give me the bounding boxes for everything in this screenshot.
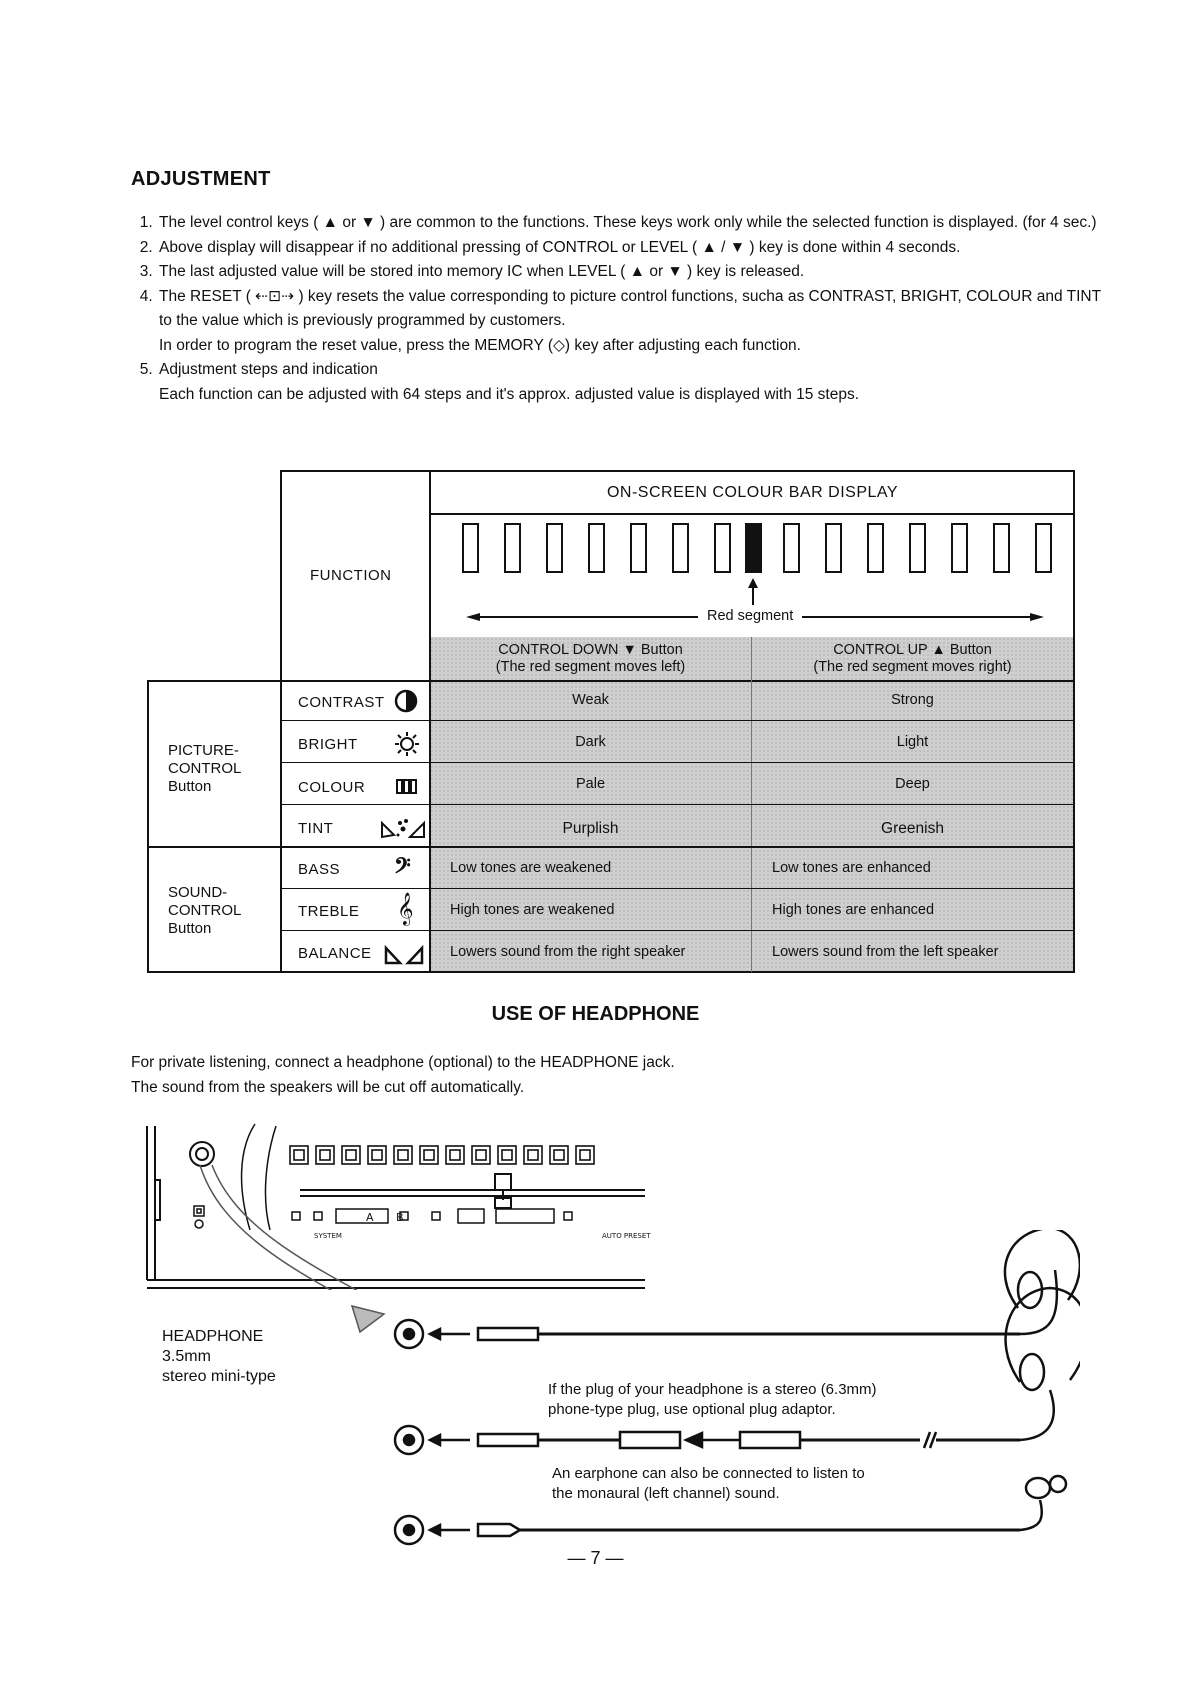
bar-segment [909,523,926,573]
bass-up-value: Low tones are enhanced [772,860,931,876]
adaptor-note-line1: If the plug of your headphone is a stereo (6.3mm) [548,1381,877,1398]
sun-icon [394,730,420,758]
table-border [147,971,1075,973]
contrast-down-value: Weak [572,692,609,708]
adjustment-list [131,211,1102,407]
contrast-icon [394,688,418,714]
function-treble: TREBLE [298,903,360,920]
table-row-line [280,720,1075,721]
sound-control-group: SOUND- CONTROL Button [168,884,242,937]
table-border [1073,470,1075,973]
earphone-note-line1: An earphone can also be connected to listen to [552,1465,865,1482]
colour-up-value: Deep [895,776,930,792]
jack-label-type: stereo mini-type [162,1368,276,1385]
table-border [280,470,1075,472]
tint-down-value: Purplish [562,820,619,837]
picture-control-group: PICTURE- CONTROL Button [168,742,242,795]
red-segment [745,523,762,573]
page-number: — 7 — [567,1548,624,1568]
panel-label-b: B [396,1211,404,1224]
contrast-up-value: Strong [891,692,934,708]
function-tint: TINT [298,820,334,837]
control-down-note: (The red segment moves left) [495,659,686,675]
function-contrast: CONTRAST [298,694,385,711]
control-up-note: (The red segment moves right) [813,659,1012,675]
control-up-label: CONTROL UP ▲ Button [833,642,992,658]
table-border [147,680,149,973]
adaptor-note-line2: phone-type plug, use optional plug adaptor. [548,1401,836,1418]
bar-segment [867,523,884,573]
bass-clef-icon: 𝄢 [394,853,411,883]
table-row-line [280,930,1075,931]
table-border [429,513,1075,515]
adjustment-item-note: In order to program the reset value, press the MEMORY (◇) key after adjusting each function. [159,336,801,354]
bar-segment [714,523,731,573]
bar-segment [1035,523,1052,573]
tint-icon [380,815,426,841]
adjustment-item [157,260,1102,285]
control-up-header [752,642,1073,676]
panel-label-auto-preset: AUTO PRESET [602,1232,651,1240]
function-bright: BRIGHT [298,736,358,753]
adjustment-item-note: Each function can be adjusted with 64 steps and it's approx. adjusted value is displayed with 15 steps. [159,385,860,403]
adjustment-item [157,211,1102,236]
bar-segment [783,523,800,573]
adjustment-item-text: Adjustment steps and indication [159,361,378,378]
headphone-jack-label [162,1327,276,1387]
adjustment-item [157,236,1102,261]
bar-segment [630,523,647,573]
treble-down-value: High tones are weakened [450,902,615,918]
headphone-text-2: The sound from the speakers will be cut off automatically. [131,1079,525,1096]
bright-down-value: Dark [575,734,606,750]
function-colour: COLOUR [298,779,366,796]
display-header: ON-SCREEN COLOUR BAR DISPLAY [606,484,899,501]
panel-label-a: A [366,1211,374,1224]
adaptor-note [548,1380,877,1420]
function-balance: BALANCE [298,945,372,962]
control-down-header [430,642,751,676]
section-title-adjustment: ADJUSTMENT [131,168,271,190]
function-header: FUNCTION [310,567,392,584]
bar-segment [546,523,563,573]
adjustment-item [157,358,1102,407]
treble-up-value: High tones are enhanced [772,902,935,918]
table-row-line [147,846,1075,848]
jack-label-size: 3.5mm [162,1348,211,1365]
headphone-text-1: For private listening, connect a headphone (optional) to the HEADPHONE jack. [131,1054,675,1071]
panel-buttons [290,1146,594,1164]
table-row-line [280,888,1075,889]
table-border [147,680,1075,682]
bar-segment [588,523,605,573]
bar-segment [504,523,521,573]
earphone-note-line2: the monaural (left channel) sound. [552,1485,780,1502]
balance-down-value: Lowers sound from the right speaker [450,944,686,960]
table-border [429,470,431,973]
bar-segment [825,523,842,573]
balance-icon [384,944,424,966]
red-segment-label: Red segment [707,608,794,624]
adjustment-item [157,285,1102,359]
treble-clef-icon: 𝄞 [397,893,414,924]
control-down-label: CONTROL DOWN ▼ Button [498,642,683,658]
earphone-note [552,1464,865,1504]
bar-segment [951,523,968,573]
colour-down-value: Pale [575,776,606,792]
section-title-headphone: USE OF HEADPHONE [491,1003,700,1025]
balance-up-value: Lowers sound from the left speaker [772,944,999,960]
colour-bars-icon [396,778,418,796]
tint-up-value: Greenish [881,820,944,837]
adjustment-item-text: The last adjusted value will be stored into memory IC when LEVEL ( ▲ or ▼ ) key is released. [159,263,805,280]
adjustment-item-text: The RESET ( ⇠⊡⇢ ) key resets the value corresponding to picture control functions, sucha as CONTRAST, BRIGHT, COLOUR and TINT to the value which is previously programmed by customers. [159,287,1101,329]
curved-arrow-head [350,1298,390,1334]
bar-segment [672,523,689,573]
bar-segment [993,523,1010,573]
bass-down-value: Low tones are weakened [450,860,612,876]
bright-up-value: Light [896,734,929,750]
bar-segment [462,523,479,573]
table-row-line [280,804,1075,805]
adjustment-item-text: The level control keys ( ▲ or ▼ ) are common to the functions. These keys work only while the selected function is displayed. (for 4 sec.) [159,214,1097,231]
function-bass: BASS [298,861,341,878]
adjustment-item-text: Above display will disappear if no additional pressing of CONTROL or LEVEL ( ▲ / ▼ ) key is done within 4 seconds. [159,238,961,256]
panel-label-system: SYSTEM [314,1232,342,1240]
table-border [280,470,282,973]
table-row-line [280,762,1075,763]
jack-label-name: HEADPHONE [162,1328,264,1345]
